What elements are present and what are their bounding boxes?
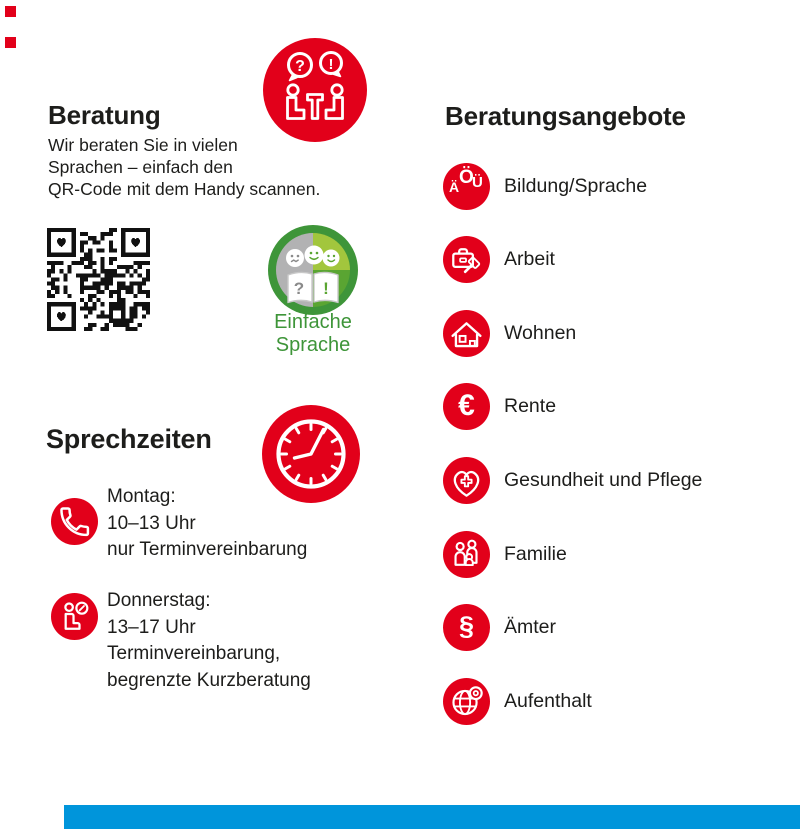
family-icon (443, 531, 490, 578)
offer-item (443, 236, 555, 283)
beratung-title: Beratung (48, 100, 161, 130)
consultation-icon (263, 38, 367, 142)
footer-bar (64, 805, 800, 829)
opening-hours-line: Montag: (107, 486, 176, 507)
offer-label: Ämter (504, 616, 557, 639)
heart-cross-icon (443, 457, 490, 504)
opening-hours-monday (107, 484, 307, 564)
einfache-sprache-line: Sprache (275, 334, 351, 356)
angebote-title: Beratungsangebote (445, 101, 686, 131)
offer-label: Familie (504, 542, 567, 565)
opening-hours-line: nur Terminvereinbarung (107, 539, 308, 560)
opening-hours-line: 10–13 Uhr (107, 512, 196, 534)
einfache-sprache-label (240, 311, 386, 357)
offer-item (443, 678, 592, 725)
beratung-line: Wir beraten Sie in vielen (48, 135, 238, 155)
red-corner-mark (5, 6, 16, 17)
umlaut-glyph: Ö (459, 166, 474, 188)
question-bubble-glyph: ? (295, 58, 305, 75)
opening-hours-line: 13–17 Uhr (107, 616, 196, 638)
house-icon (443, 310, 490, 357)
book-question-glyph: ? (293, 279, 305, 298)
opening-hours-thursday (107, 588, 311, 694)
phone-icon (51, 498, 98, 545)
beratung-line: QR-Code mit dem Handy scannen. (48, 179, 321, 199)
einfache-sprache-logo (268, 225, 358, 315)
umlaut-glyph: Ä (449, 178, 460, 195)
offer-item (443, 163, 647, 210)
euro-icon: € (443, 383, 490, 430)
offer-item (443, 604, 556, 651)
offer-label: Rente (504, 395, 557, 418)
red-corner-mark (5, 37, 16, 48)
book-exclam-glyph: ! (323, 279, 329, 298)
opening-hours-line: Donnerstag: (107, 590, 211, 611)
waiting-person-icon (51, 593, 98, 640)
paragraph-icon: § (443, 604, 490, 651)
offer-item (443, 531, 567, 578)
exclam-bubble-glyph: ! (328, 56, 334, 73)
einfache-sprache-line: Einfache (274, 311, 352, 333)
globe-icon (443, 678, 490, 725)
offer-label: Wohnen (504, 321, 577, 344)
offer-item (443, 310, 576, 357)
offer-label: Arbeit (504, 248, 555, 271)
opening-hours-line: Terminvereinbarung, (107, 643, 281, 664)
umlaut-glyph: Ü (472, 173, 483, 191)
briefcase-hammer-icon (443, 236, 490, 283)
offer-item (443, 383, 556, 430)
offer-label: Bildung/Sprache (504, 174, 648, 197)
beratung-description (48, 134, 320, 200)
qr-code (47, 228, 150, 331)
sprechzeiten-title: Sprechzeiten (46, 424, 212, 454)
opening-hours-line: begrenzte Kurzberatung (107, 669, 311, 691)
umlaut-letters-icon (443, 163, 490, 210)
offer-label: Gesundheit und Pflege (504, 468, 703, 491)
offer-label: Aufenthalt (504, 689, 592, 712)
offer-item (443, 457, 702, 504)
beratung-line: Sprachen – einfach den (48, 157, 233, 177)
